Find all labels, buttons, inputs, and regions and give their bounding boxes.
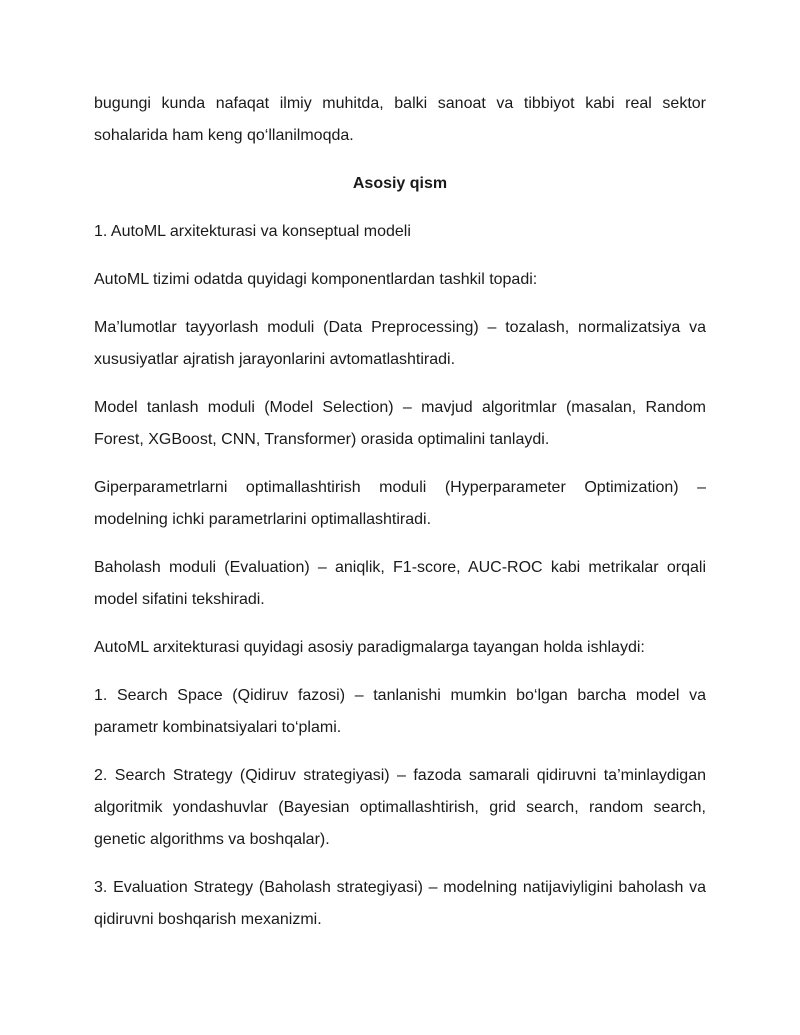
paragraph-model-selection: Model tanlash moduli (Model Selection) – mavjud algoritmlar (masalan, Random Forest, XGBoost, CNN, Transformer) orasida optimalini tanlaydi. [94, 399, 706, 448]
paragraph-evaluation: Baholash moduli (Evaluation) – aniqlik, F1-score, AUC-ROC kabi metrikalar orqali model sifatini tekshiradi. [94, 559, 706, 608]
paragraph-search-space: 1. Search Space (Qidiruv fazosi) – tanlanishi mumkin bo‘lgan barcha model va parametr kombinatsiyalari to‘plami. [94, 687, 706, 736]
paragraph-paradigms-intro: AutoML arxitekturasi quyidagi asosiy paradigmalarga tayangan holda ishlaydi: [94, 639, 645, 656]
paragraph-intro-continuation: bugungi kunda nafaqat ilmiy muhitda, balki sanoat va tibbiyot kabi real sektor sohalarida ham keng qo‘llanilmoqda. [94, 95, 706, 144]
section-heading: Asosiy qism [352, 175, 448, 192]
document-body [94, 88, 706, 952]
paragraph-hyperparameter-optimization: Giperparametrlarni optimallashtirish moduli (Hyperparameter Optimization) – modelning ichki parametrlarini optimallashtiradi. [94, 479, 706, 528]
paragraph-subsection-title: 1. AutoML arxitekturasi va konseptual modeli [94, 223, 411, 240]
paragraph-components-intro: AutoML tizimi odatda quyidagi komponentlardan tashkil topadi: [94, 271, 538, 288]
paragraph-evaluation-strategy: 3. Evaluation Strategy (Baholash strategiyasi) – modelning natijaviyligini baholash va qidiruvni boshqarish mexanizmi. [94, 879, 706, 928]
paragraph-data-preprocessing: Ma’lumotlar tayyorlash moduli (Data Preprocessing) – tozalash, normalizatsiya va xususiyatlar ajratish jarayonlarini avtomatlashtiradi. [94, 319, 706, 368]
paragraph-search-strategy: 2. Search Strategy (Qidiruv strategiyasi) – fazoda samarali qidiruvni ta’minlaydigan algoritmik yondashuvlar (Bayesian optimallashtirish, grid search, random search, genetic algorithms va boshqalar). [94, 767, 706, 848]
